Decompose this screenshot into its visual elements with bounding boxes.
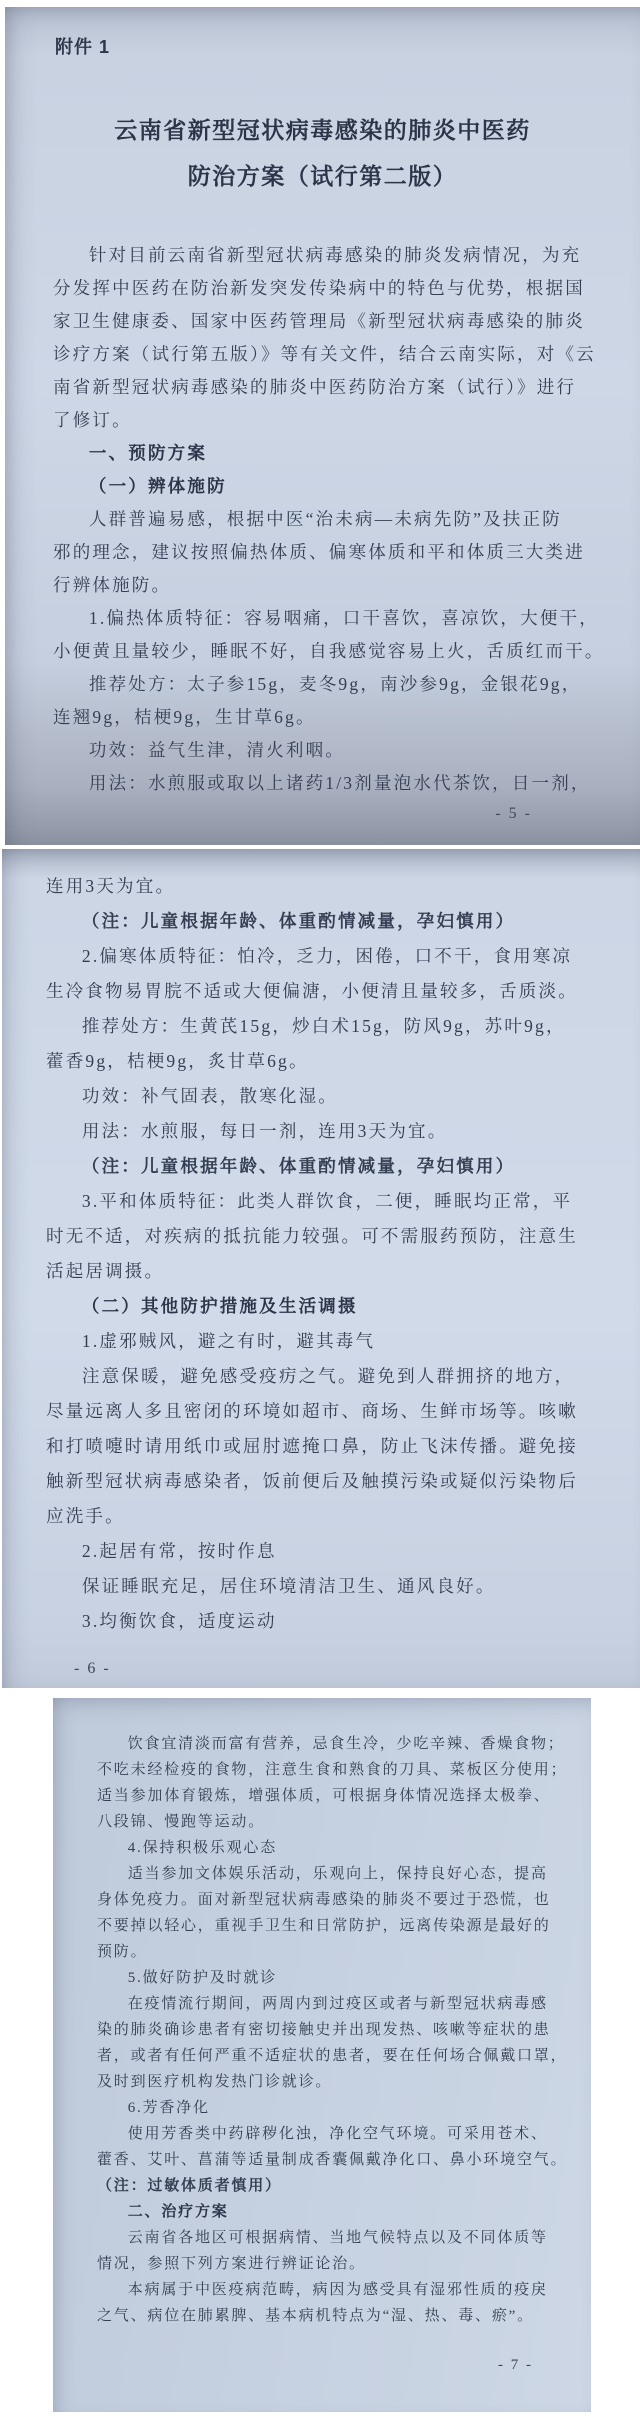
text-line: 本病属于中医疫病范畴，病因为感受具有湿邪性质的疫戾: [127, 2282, 548, 2298]
text-line: 2.偏寒体质特征：怕冷，乏力，困倦，口不干，食用寒凉: [81, 946, 573, 966]
text-line: 5.做好防护及时就诊: [127, 1970, 278, 1986]
text-line: 八段锦、慢跑等运动。: [97, 1814, 266, 1830]
text-line: 南省新型冠状病毒感染的肺炎中医药防治方案（试行）》进行: [53, 377, 577, 397]
section-heading-treatment: 二、治疗方案: [127, 2203, 229, 2220]
text-line: 家卫生健康委、国家中医药管理局《新型冠状病毒感染的肺炎: [53, 311, 585, 331]
document-title-line-1: 云南省新型冠状病毒感染的肺炎中医药: [114, 117, 531, 143]
text-line: 诊疗方案（试行第五版）》等有关文件，结合云南实际，对《云: [53, 344, 596, 364]
text-line: 保证睡眠充足，居住环境清洁卫生、通风良好。: [81, 1576, 496, 1596]
text-line: 6.芳香净化: [127, 2100, 210, 2116]
text-line: 染的肺炎确诊患者有密切接触史并出现发热、咳嗽等症状的患: [97, 2022, 551, 2038]
text-line: 了修订。: [53, 410, 132, 430]
text-line: 藿香、艾叶、菖蒲等适量制成香囊佩戴净化口、鼻小环境空气。: [97, 2152, 568, 2168]
text-line: 小便黄且量较少，睡眠不好，自我感觉容易上火，舌质红而干。: [53, 641, 605, 661]
text-line: 及时到医疗机构发热门诊就诊。: [97, 2074, 333, 2090]
subsection-heading: （二）其他防护措施及生活调摄: [81, 1296, 358, 1316]
text-line: 生冷食物易胃脘不适或大便偏溏，小便清且量较多，舌质淡。: [46, 981, 578, 1001]
note-line: （注：儿童根据年龄、体重酌情减量，孕妇慎用）: [81, 1156, 516, 1176]
text-line: 3.平和体质特征：此类人群饮食，二便，睡眠均正常，平: [81, 1191, 573, 1211]
text-line: 身体免疫力。面对新型冠状病毒感染的肺炎不要过于恐慌，也: [97, 1892, 551, 1908]
text-line: 藿香9g，桔梗9g，炙甘草6g。: [46, 1051, 309, 1071]
text-line: 触新型冠状病毒感染者，饭前便后及触摸污染或疑似污染物后: [46, 1471, 578, 1491]
text-line: 人群普遍易感，根据中医“治未病—未病先防”及扶正防: [88, 509, 562, 529]
text-line: 适当参加体育锻炼，增强体质，可根据身体情况选择太极拳、: [97, 1788, 551, 1804]
scanned-page-6: [2, 849, 640, 1688]
text-line: 功效：益气生津，清火利咽。: [88, 740, 345, 760]
text-line: 1.虚邪贼风，避之有时，避其毒气: [81, 1331, 376, 1351]
text-line: 尽量远离人多且密闭的环境如超市、商场、生鲜市场等。咳嗽: [46, 1401, 578, 1421]
text-line: 不吃未经检疫的食物，注意生食和熟食的刀具、菜板区分使用；: [97, 1762, 568, 1778]
text-line: 连翘9g，桔梗9g，生甘草6g。: [53, 707, 316, 727]
page-number-7: - 7 -: [498, 2357, 533, 2373]
text-line: 3.均衡饮食，适度运动: [81, 1611, 277, 1631]
text-line: 用法：水煎服或取以上诸药1/3剂量泡水代茶饮，日一剂，: [88, 773, 591, 793]
page-number-6: - 6 -: [74, 1660, 111, 1677]
scanned-page-5: [5, 7, 640, 845]
text-line: 推荐处方：生黄芪15g，炒白术15g，防风9g，苏叶9g，: [81, 1016, 566, 1036]
page-5-body: [5, 239, 640, 800]
page-number-5: - 5 -: [495, 805, 532, 822]
text-line: 1.偏热体质特征：容易咽痛，口干喜饮，喜凉饮，大便干，: [88, 608, 599, 628]
text-line: 分发挥中医药在防治新发突发传染病中的特色与优势，根据国: [53, 278, 585, 298]
text-line: 适当参加文体娱乐活动，乐观向上，保持良好心态，提高: [127, 1866, 548, 1882]
text-line: 时无不适，对疾病的抵抗能力较强。可不需服药预防，注意生: [46, 1226, 578, 1246]
text-line: 饮食宜清淡而富有营养，忌食生冷，少吃辛辣、香燥食物；: [127, 1736, 565, 1752]
text-line: 行辨体施防。: [53, 575, 172, 595]
note-line: （注：过敏体质者慎用）: [97, 2178, 282, 2194]
note-line: （注：儿童根据年龄、体重酌情减量，孕妇慎用）: [81, 911, 516, 931]
text-line: 者，或者有任何严重不适症状的患者，要在任何场合佩戴口罩，: [97, 2048, 568, 2064]
text-line: 应洗手。: [46, 1506, 125, 1526]
text-line: 在疫情流行期间，两周内到过疫区或者与新型冠状病毒感: [127, 1996, 548, 2012]
text-line: 不要掉以轻心，重视手卫生和日常防护，远离传染源是最好的: [97, 1918, 551, 1934]
text-line: 注意保暖，避免感受疫疠之气。避免到人群拥挤的地方，: [81, 1366, 575, 1386]
text-line: 连用3天为宜。: [46, 876, 176, 896]
text-line: 4.保持积极乐观心态: [127, 1840, 278, 1856]
document-title-line-2: 防治方案（试行第二版）: [187, 163, 458, 189]
text-line: 邪的理念，建议按照偏热体质、偏寒体质和平和体质三大类进: [53, 542, 585, 562]
page-6-body: [2, 849, 640, 1639]
text-line: 推荐处方：太子参15g，麦冬9g，南沙参9g，金银花9g，: [88, 674, 582, 694]
text-line: 功效：补气固表，散寒化湿。: [81, 1086, 338, 1106]
text-line: 预防。: [97, 1944, 148, 1960]
page-7-body: [53, 1698, 591, 2329]
subsection-heading: （一）辨体施防: [88, 476, 227, 496]
text-line: 2.起居有常，按时作息: [81, 1541, 277, 1561]
text-line: 之气、病位在肺累脾、基本病机特点为“湿、热、毒、瘀”。: [97, 2308, 534, 2324]
text-line: 活起居调摄。: [46, 1261, 165, 1281]
text-line: 情况，参照下列方案进行辨证论治。: [97, 2256, 366, 2272]
attachment-label: 附件 1: [55, 37, 111, 57]
text-line: 和打喷嚏时请用纸巾或屈肘遮掩口鼻，防止飞沫传播。避免接: [46, 1436, 578, 1456]
text-line: 云南省各地区可根据病情、当地气候特点以及不同体质等: [127, 2230, 548, 2246]
text-line: 使用芳香类中药辟秽化浊，净化空气环境。可采用苍术、: [127, 2126, 548, 2142]
text-line: 针对目前云南省新型冠状病毒感染的肺炎发病情况，为充: [88, 245, 582, 265]
text-line: 用法：水煎服，每日一剂，连用3天为宜。: [81, 1121, 448, 1141]
document-title: [5, 107, 640, 199]
scanned-page-7: [53, 1698, 591, 2412]
section-heading-prevention: 一、预防方案: [88, 443, 208, 463]
